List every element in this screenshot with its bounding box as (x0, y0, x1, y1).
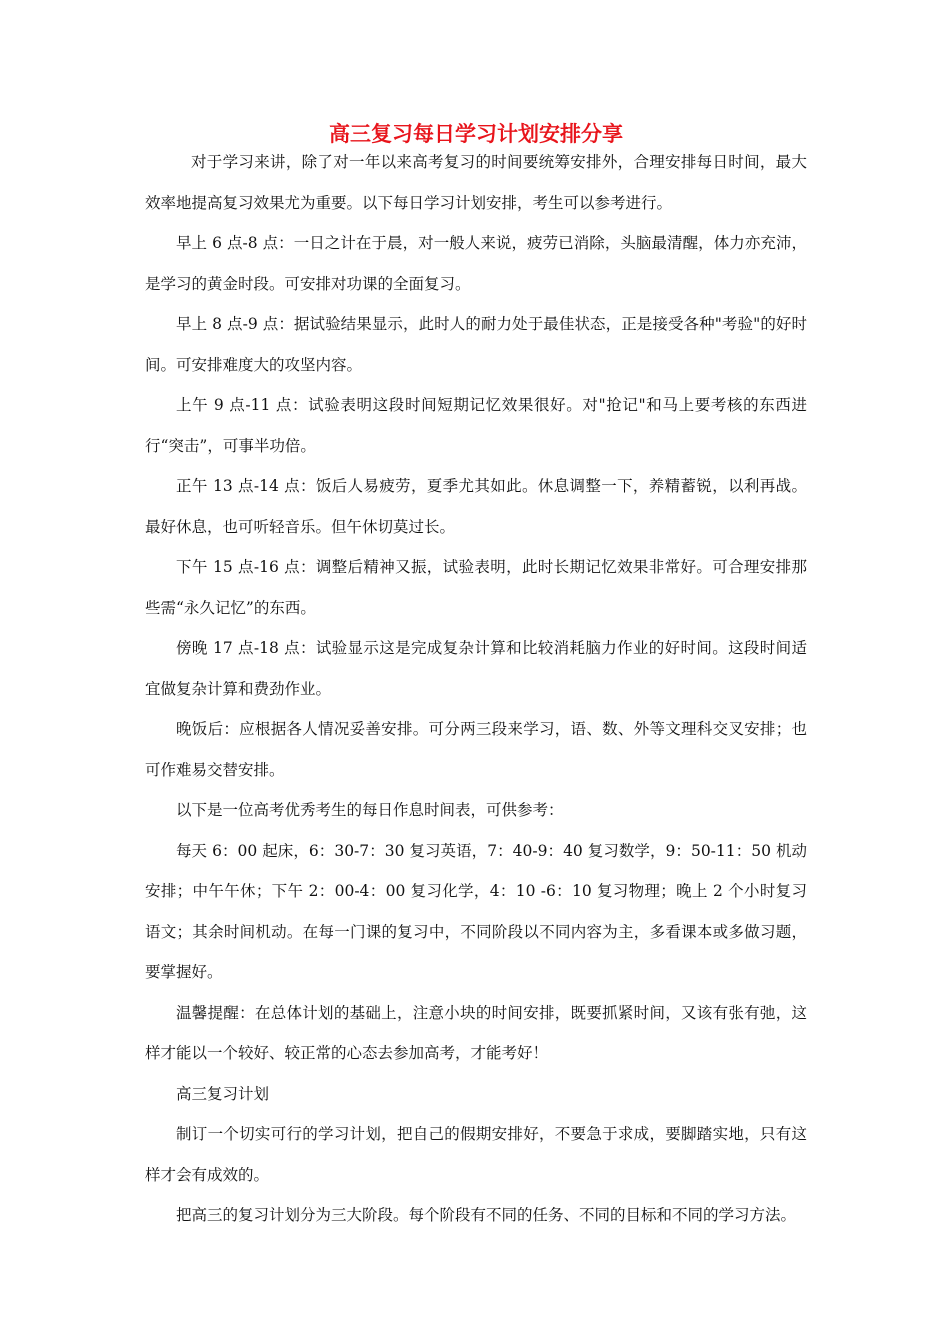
paragraph-13-14: 正午 13 点-14 点：饭后人易疲劳，夏季尤其如此。休息调整一下，养精蓄锐，以利再战。最好休息，也可听轻音乐。但午休切莫过长。 (145, 477, 807, 536)
paragraph-schedule-intro: 以下是一位高考优秀考生的每日作息时间表，可供参考： (176, 801, 564, 819)
paragraph-9-11am: 上午 9 点-11 点：试验表明这段时间短期记忆效果很好。对"抢记"和马上要考核的东西进行“突击”，可事半功倍。 (145, 396, 807, 455)
document-title: 高三复习每日学习计划安排分享 (329, 122, 623, 146)
paragraph-intro: 对于学习来讲，除了对一年以来高考复习的时间要统筹安排外，合理安排每日时间，最大效率地提高复习效果尤为重要。以下每日学习计划安排，考生可以参考进行。 (145, 153, 807, 212)
paragraph-15-16: 下午 15 点-16 点：调整后精神又振，试验表明，此时长期记忆效果非常好。可合理安排那些需“永久记忆”的东西。 (145, 558, 807, 617)
paragraph-plan-advice: 制订一个切实可行的学习计划，把自己的假期安排好，不要急于求成，要脚踏实地，只有这样才会有成效的。 (145, 1125, 807, 1184)
paragraph-17-18: 傍晚 17 点-18 点：试验显示这是完成复杂计算和比较消耗脑力作业的好时间。这段时间适宜做复杂计算和费劲作业。 (145, 639, 807, 698)
paragraph-daily-schedule: 每天 6：00 起床，6：30-7：30 复习英语，7：40-9：40 复习数学，9：50-11：50 机动安排；中午午休；下午 2：00-4：00 复习化学，4：10 -6：10 复习物理；晚上 2 个小时复习语文；其余时间机动。在每一门课的复习中，不同阶段以不同内容为主，多看课本或多做习题，要掌握好。 (145, 841, 807, 981)
paragraph-reminder: 温馨提醒：在总体计划的基础上，注意小块的时间安排，既要抓紧时间，又该有张有弛，这样才能以一个较好、较正常的心态去参加高考，才能考好！ (145, 1003, 807, 1062)
paragraph-three-stages: 把高三的复习计划分为三大阶段。每个阶段有不同的任务、不同的目标和不同的学习方法。 (176, 1206, 797, 1224)
paragraph-6-8am: 早上 6 点-8 点：一日之计在于晨，对一般人来说，疲劳已消除，头脑最清醒，体力亦充沛，是学习的黄金时段。可安排对功课的全面复习。 (145, 234, 807, 293)
paragraph-8-9am: 早上 8 点-9 点：据试验结果显示，此时人的耐力处于最佳状态，正是接受各种"考验"的好时间。可安排难度大的攻坚内容。 (145, 315, 807, 374)
paragraph-after-dinner: 晚饭后：应根据各人情况妥善安排。可分两三段来学习，语、数、外等文理科交叉安排；也可作难易交替安排。 (145, 720, 807, 779)
section-heading-plan: 高三复习计划 (176, 1084, 270, 1103)
document-body (145, 118, 807, 1236)
